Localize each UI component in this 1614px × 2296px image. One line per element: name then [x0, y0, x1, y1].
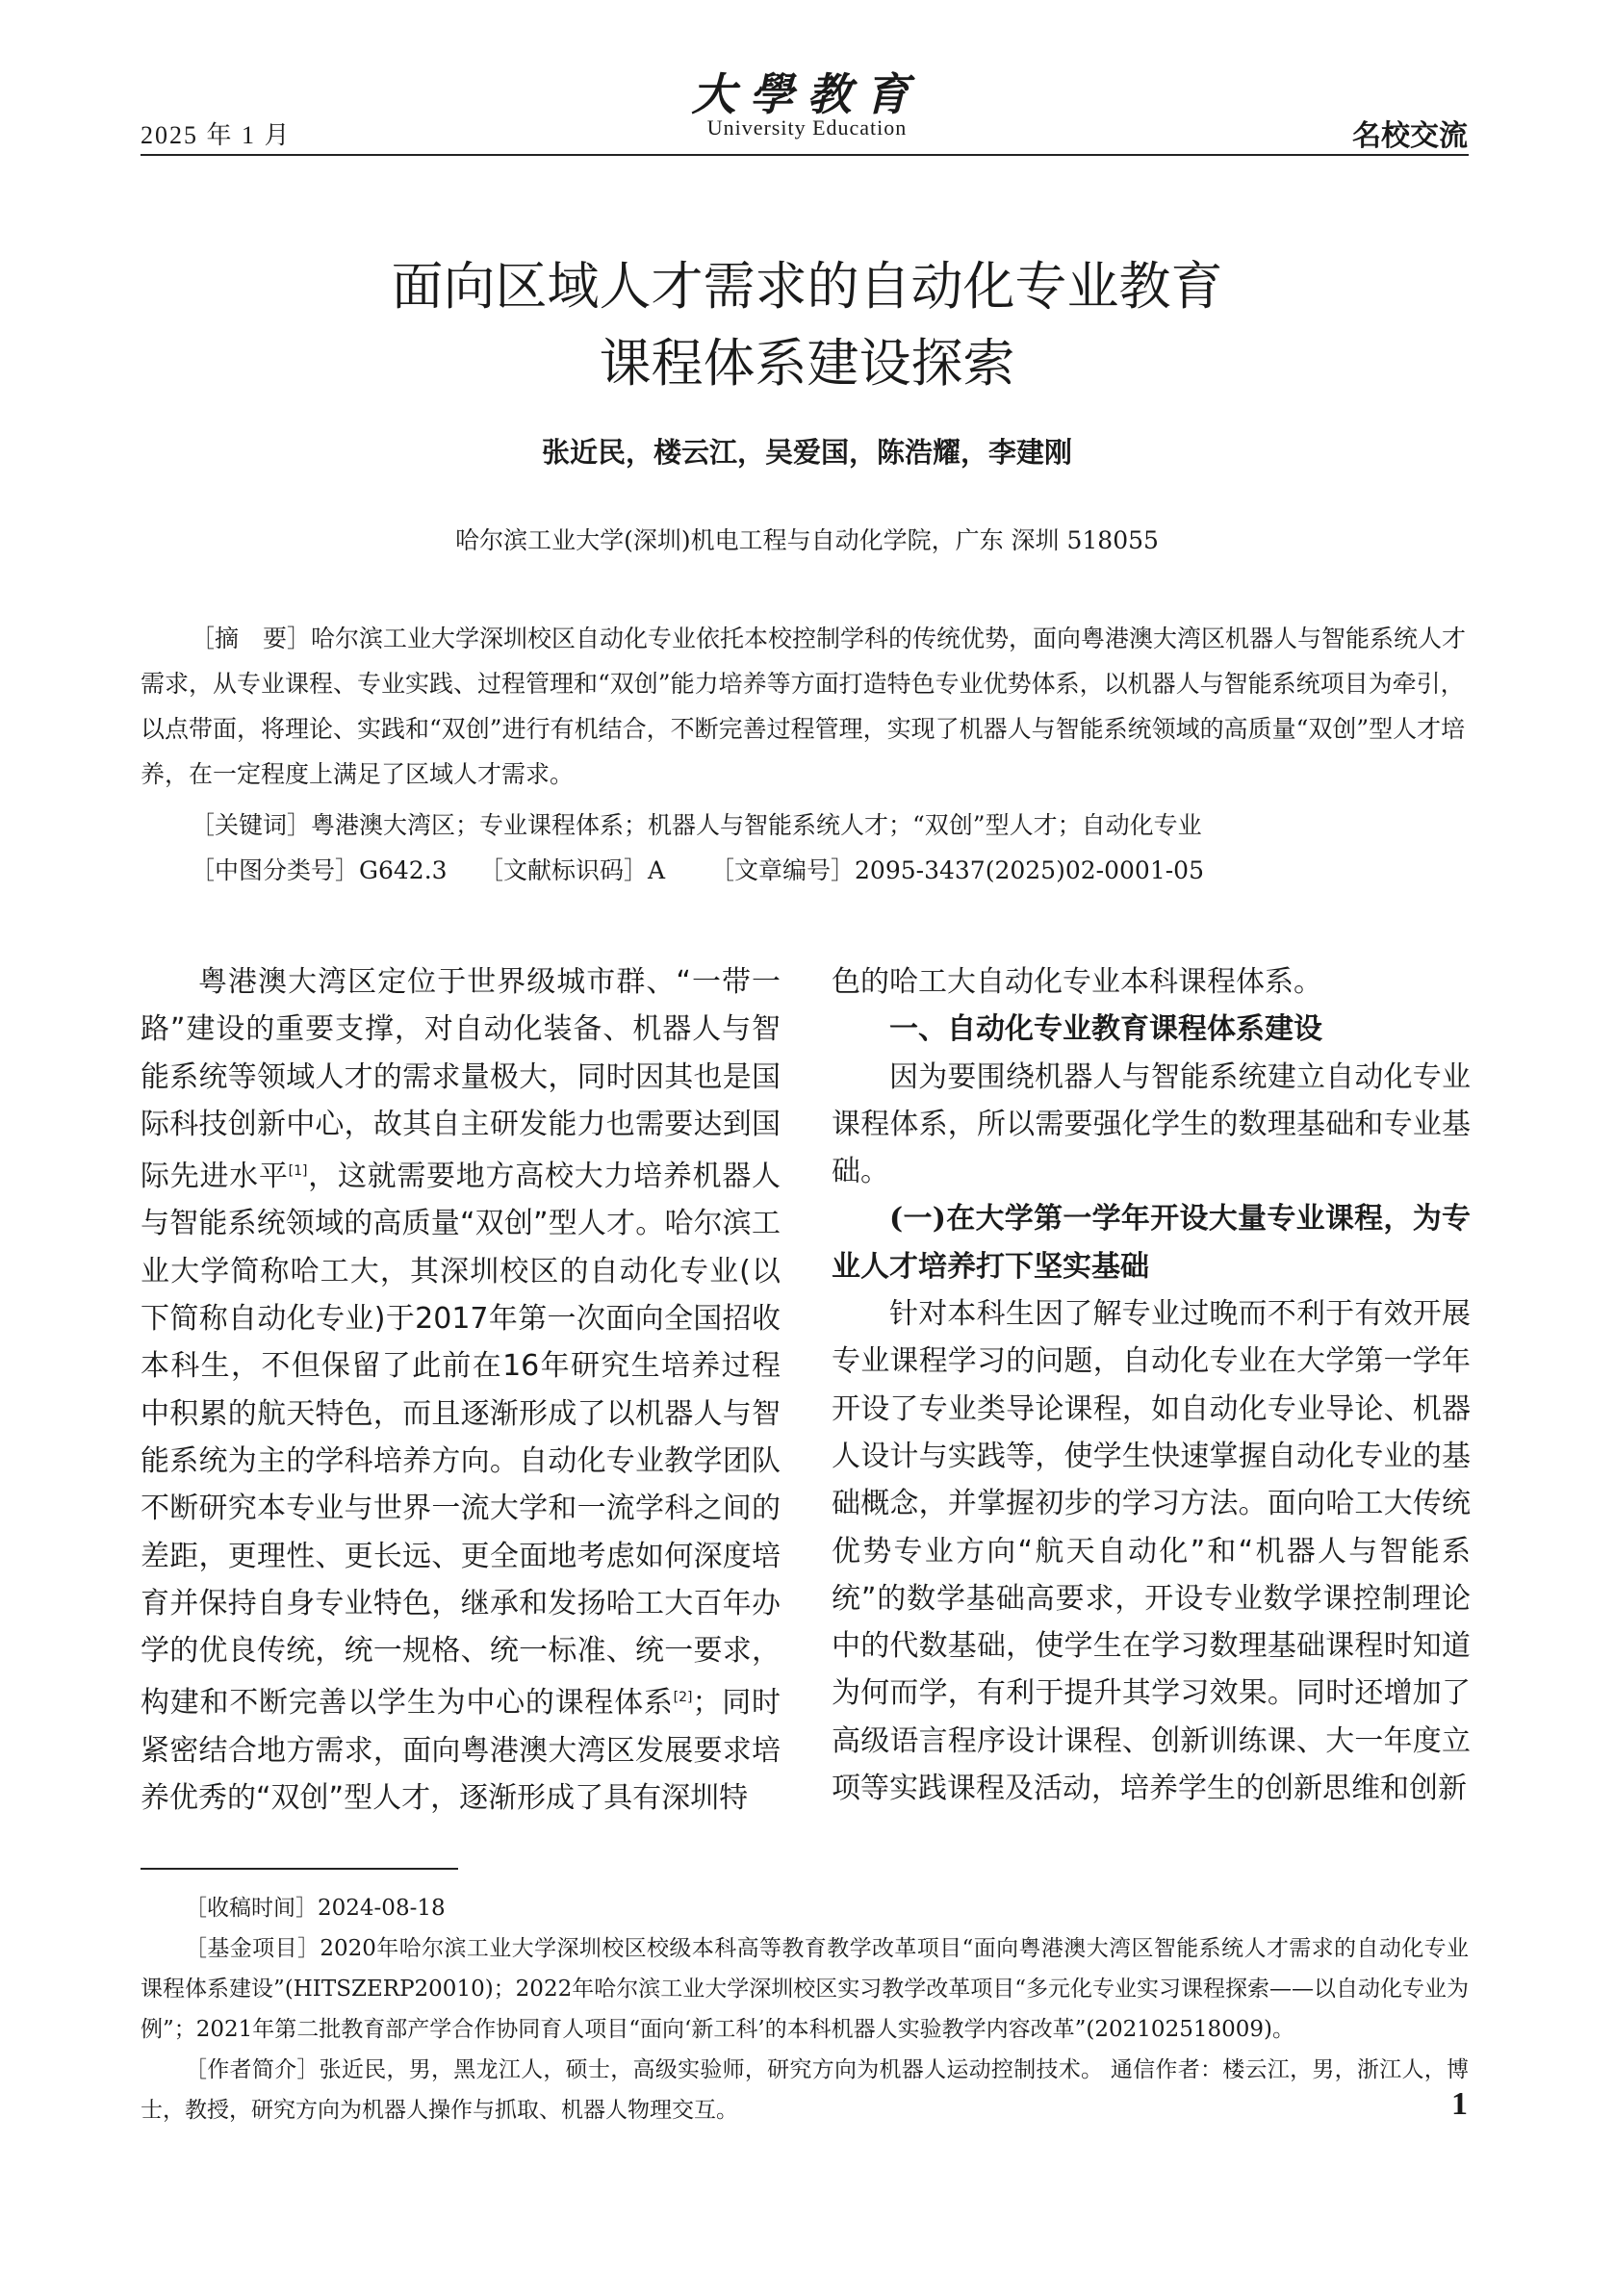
- author-list: 张近民，楼云江，吴爱国，陈浩耀，李建刚: [541, 436, 1072, 469]
- abstract-text: 哈尔滨工业大学深圳校区自动化专业依托本校控制学科的传统优势，面向粤港澳大湾区机器人与智能系统人才需求，从专业课程、专业实践、过程管理和“双创”能力培养等方面打造特色专业优势体系，以机器人与智能系统项目为牵引，以点带面，将理论、实践和“双创”进行有机结合，不断完善过程管理，实现了机器人与智能系统领域的高质量“双创”型人才培养，在一定程度上满足了区域人才需求。: [141, 625, 1467, 788]
- body-left-column: [141, 958, 781, 1822]
- clc-label: ［中图分类号］: [191, 856, 360, 884]
- clc-value: G642.3: [359, 856, 448, 884]
- keywords-text: 粤港澳大湾区；专业课程体系；机器人与智能系统人才；“双创”型人才；自动化专业: [311, 811, 1202, 839]
- article-number-value: 2095-3437(2025)02-0001-05: [855, 856, 1204, 884]
- keywords-label: ［关键词］: [191, 811, 312, 839]
- intro-continuation: 色的哈工大自动化专业本科课程体系。: [832, 965, 1322, 999]
- journal-logo: 大學教育: [691, 68, 923, 120]
- section-name: 名校交流: [1352, 119, 1468, 153]
- author-bio: [141, 2050, 1469, 2130]
- intro-paragraph: [141, 958, 781, 1822]
- fund-label: ［基金项目］: [185, 1936, 320, 1961]
- fund-info: [141, 1928, 1469, 2050]
- footnotes: [141, 1888, 1469, 2130]
- title-line-2: 课程体系建设探索: [599, 333, 1015, 394]
- fund-value: 2020年哈尔滨工业大学深圳校区校级本科高等教育教学改革项目“面向粤港澳大湾区智能系统人才需求的自动化专业课程体系建设”(HITSZERP20010)；2022年哈尔滨工业大学深圳校区实习教学改革项目“多元化专业实习课程探索——以自动化专业为例”；2021年第二批教育部产学合作协同育人项目“面向‘新工科’的本科机器人实验教学内容改革”(202102518009)。: [141, 1936, 1470, 2042]
- intro-text-2: ，这就需要地方高校大力培养机器人与智能系统领域的高质量“双创”型人才。哈尔滨工业大学简称哈工大，其深圳校区的自动化专业(以下简称自动化专业)于2017年第一次面向全国招收本科生，不但保留了此前在16年研究生培养过程中积累的航天特色，而且逐渐形成了以机器人与智能系统为主的学科培养方向。自动化专业教学团队不断研究本专业与世界一流大学和一流学科之间的差距，更理性、更长远、更全面地考虑如何深度培育并保持自身专业特色，继承和发扬哈工大百年办学的优良传统，统一规格、统一标准、统一要求，构建和不断完善以学生为中心的课程体系: [141, 1160, 781, 1721]
- intro-text-1: 粤港澳大湾区定位于世界级城市群、“一带一路”建设的重要支撑，对自动化装备、机器人与智能系统等领域人才的需求量极大，同时因其也是国际科技创新中心，故其自主研发能力也需要达到国际先进水平: [141, 965, 781, 1194]
- doc-code-value: A: [648, 856, 666, 884]
- article-meta: [191, 848, 1204, 893]
- received-date: [141, 1888, 1469, 1928]
- doc-code-label: ［文献标识码］: [479, 856, 649, 884]
- section-1-paragraph: 因为要围绕机器人与智能系统建立自动化专业课程体系，所以需要强化学生的数理基础和专业基础。: [832, 1059, 1471, 1189]
- subsection-heading-1: (一)在大学第一学年开设大量专业课程，为专业人才培养打下坚实基础: [832, 1202, 1471, 1284]
- abstract: [141, 616, 1469, 797]
- footnote-rule: [141, 1868, 458, 1870]
- title-line-1: 面向区域人才需求的自动化专业教育: [391, 256, 1223, 317]
- header-rule: [141, 154, 1469, 156]
- intro-text-3: ；同时紧密结合地方需求，面向粤港澳大湾区发展要求培养优秀的“双创”型人才，逐渐形成了具有深圳特: [141, 1686, 781, 1816]
- article-number-label: ［文章编号］: [710, 856, 856, 884]
- subsection-1-paragraph: 针对本科生因了解专业过晚而不利于有效开展专业课程学习的问题，自动化专业在大学第一学年开设了专业类导论课程，如自动化专业导论、机器人设计与实践等，使学生快速掌握自动化专业的基础概念，并掌握初步的学习方法。面向哈工大传统优势专业方向“航天自动化”和“机器人与智能系统”的数学基础高要求，开设专业数学课控制理论中的代数基础，使学生在学习数理基础课程时知道为何而学，有利于提升其学习效果。同时还增加了高级语言程序设计课程、创新训练课、大一年度立项等实践课程及活动，培养学生的创新思维和创新: [832, 1297, 1471, 1806]
- issue-date: 2025 年 1 月: [141, 121, 292, 149]
- paper-title: [0, 248, 1614, 402]
- received-label: ［收稿时间］: [185, 1896, 318, 1921]
- reference-1[interactable]: [1]: [288, 1163, 308, 1180]
- author-bio-value: 张近民，男，黑龙江人，硕士，高级实验师，研究方向为机器人运动控制技术。 通信作者：楼云江，男，浙江人，博士，教授，研究方向为机器人操作与抓取、机器人物理交互。: [141, 2057, 1470, 2123]
- abstract-label: ［摘 要］: [191, 625, 312, 652]
- body-right-column: [832, 958, 1471, 1812]
- reference-2[interactable]: [2]: [673, 1690, 693, 1706]
- page-number: 1: [1451, 2086, 1468, 2122]
- section-heading-1: 一、自动化专业教育课程体系建设: [889, 1012, 1322, 1047]
- author-bio-label: ［作者简介］: [185, 2057, 320, 2082]
- keywords: [191, 803, 1471, 848]
- received-value: 2024-08-18: [318, 1896, 446, 1921]
- journal-english-name: University Education: [706, 115, 908, 140]
- affiliation: 哈尔滨工业大学(深圳)机电工程与自动化学院，广东 深圳 518055: [455, 526, 1159, 554]
